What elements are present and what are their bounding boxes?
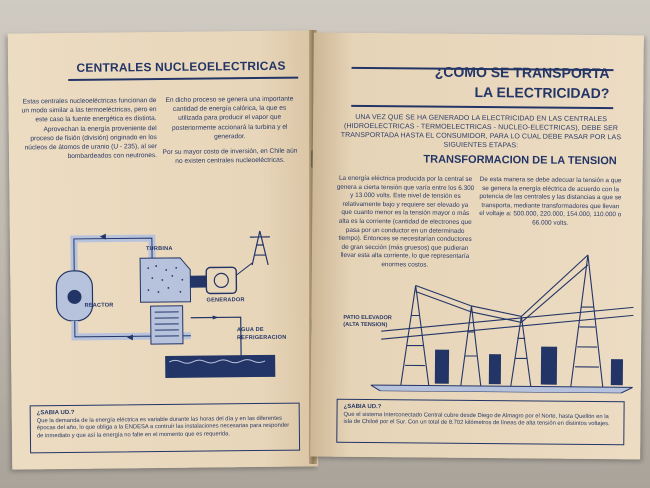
right-column-2: De esta manera se debe adecuar la tensión a que se genera la energía eléctrica de acuerdo con la potencia de las centrales y las distancias a que se transporta, mediante transformadores que llevan el voltaje a: 500.000, 220.000, 154.000, 110.000 o 66.000 volts. <box>479 176 622 227</box>
turbine-label: TURBINA <box>145 245 173 253</box>
nuclear-plant-diagram <box>40 205 298 384</box>
cooling-water-basin <box>165 355 275 378</box>
left-column-1: Estas centrales nucleoeléctricas funcionan de un modo similar a las termoeléctricas, pero en este caso la fuente energética es distinta. Aprovechan la energía proveniente del proceso de fisión (división) originado en los núcleos de átomos de uranio (U - 235), al ser bombardeados con neutrones. <box>21 97 158 161</box>
did-you-know-heading: ¿SABIA UD.? <box>36 409 75 417</box>
power-tower-icon <box>250 231 270 265</box>
right-page-title-line-1: ¿COMO SE TRANSPORTA <box>434 63 610 82</box>
did-you-know-text: Que el sistema Interconectado Central cubre desde Diego de Almagro por el Norte, hasta Quellón en la isla de Chiloé por el Sur. Con un total de 8.702 kilómetros de líneas de alta tensión en distintos voltajes. <box>343 411 610 428</box>
cooling-pipe <box>191 317 241 356</box>
title-rule-bottom <box>351 105 613 109</box>
nuclear-plant-diagram-drawing <box>40 205 298 384</box>
right-page-title-line-2: LA ELECTRICIDAD? <box>474 83 610 102</box>
did-you-know-text: Que la demanda de la energía eléctrica es variable durante las horas del día y en las diferentes épocas del año, lo que obliga a la ENDESA a contruír las instalaciones necesarias para responder de inmediato y que así la energía no falte en el momento que es requerida. <box>36 415 290 440</box>
title-underline <box>68 77 298 81</box>
left-page <box>8 30 319 469</box>
patio-label-line-1: PATIO ELEVADOR <box>343 314 392 322</box>
left-page-title: CENTRALES NUCLEOELECTRICAS <box>76 58 286 75</box>
right-page-intro: UNA VEZ QUE SE HA GENERADO LA ELECTRICIDAD EN LAS CENTRALES (HIDROELECTRICAS - TERMOELECTRICAS - NUCLEO-ELECTRICAS), DEBE SER TRANSPORTADA HASTA EL CONSUMIDOR, PARA LO CUAL DEBE PASAR POR LAS SIGUIENTES ETAPAS: <box>340 113 622 150</box>
shaft <box>190 276 206 288</box>
arrow-icon <box>213 315 219 319</box>
generator-label: GENERADOR <box>206 297 245 304</box>
cooling-water-label-1: AGUA DE <box>236 326 264 334</box>
condenser-coil <box>151 306 183 344</box>
reactor-label: REACTOR <box>84 302 114 309</box>
cooling-water-label-2: REFRIGERACION <box>236 334 287 342</box>
patio-label <box>343 315 433 330</box>
did-you-know-box-left <box>30 403 300 454</box>
section-subtitle: TRANSFORMACION DE LA TENSION <box>423 153 617 168</box>
generator-rotor <box>214 273 228 287</box>
power-line <box>236 263 252 275</box>
ground-base <box>371 385 633 393</box>
left-column-2 <box>160 95 299 167</box>
left-column-2-paragraph-2: Por su mayor costo de inversión, en Chile aún no existen centrales nucleoeléctricas. <box>162 147 298 166</box>
right-column-1: La energía eléctrica producida por la central se genera a cierta tensión que varía entre los 6.300 y 13.000 volts. Este nivel de tensión es relativamente bajo y requiere ser elevado ya que cuanto menor es la tensión mayor o más alta es la corriente (cantidad de electrones que pasa por un conductor en un determinado tiempo). Entonces se necesitarían conductores de gran sección (más gruesos) que pudieran llevar esta alta corriente, lo que representaría enormes costos. <box>336 174 475 269</box>
generator <box>206 267 236 293</box>
did-you-know-box-right <box>336 399 624 446</box>
left-column-2-paragraph-1: En dicho proceso se genera una importante cantidad de energía calórica, la que es utilizada para producir el vapor que posteriormente accionará la turbina y el generador. <box>165 95 294 141</box>
did-you-know-heading: ¿SABIA UD.? <box>343 403 382 411</box>
right-page <box>310 33 644 460</box>
patio-label-line-2: (ALTA TENSION) <box>343 321 388 329</box>
